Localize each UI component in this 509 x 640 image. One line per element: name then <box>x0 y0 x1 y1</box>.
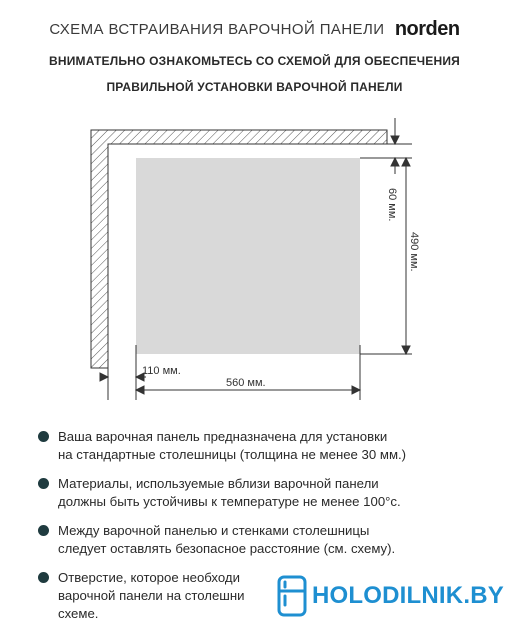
watermark <box>266 571 506 621</box>
dim-side-gap-label: 110 мм. <box>142 365 181 377</box>
note-text: схеме. <box>58 606 99 621</box>
subtitle-line-2: ПРАВИЛЬНОЙ УСТАНОВКИ ВАРОЧНОЙ ПАНЕЛИ <box>106 80 403 94</box>
subtitle-line-1: ВНИМАТЕЛЬНО ОЗНАКОМЬТЕСЬ СО СХЕМОЙ ДЛЯ ОБЕСПЕЧЕНИЯ <box>48 54 461 68</box>
bullet-icon <box>38 431 49 442</box>
note-text: следует оставлять безопасное расстояние (см. схему). <box>58 541 396 556</box>
note-text: должны быть устойчивы к температуре не менее 100°с. <box>58 494 401 509</box>
bullet-icon <box>38 525 49 536</box>
dim-60-arrows <box>391 118 399 174</box>
note-text: Между варочной панелью и стенками столешницы <box>58 523 370 538</box>
list-item <box>34 475 494 511</box>
watermark-text: HOLODILNIK.BY <box>312 582 504 609</box>
dim-width-label: 560 мм. <box>226 377 266 389</box>
list-item <box>34 428 494 464</box>
note-text: Ваша варочная панель предназначена для установки <box>58 429 388 444</box>
brand-logo-text: norden <box>394 18 460 40</box>
note-text: варочной панели на столешни <box>58 588 245 603</box>
dim-depth-label: 490 мм. <box>408 232 420 272</box>
dim-depth-gap-label: 60 мм. <box>386 188 398 222</box>
note-text: Материалы, используемые вблизи варочной панели <box>58 476 379 491</box>
page-title: СХЕМА ВСТРАИВАНИЯ ВАРОЧНОЙ ПАНЕЛИ <box>49 21 385 38</box>
fridge-icon <box>276 575 308 617</box>
bullet-icon <box>38 572 49 583</box>
hob-panel <box>136 158 360 354</box>
list-item <box>34 522 494 558</box>
bullet-icon <box>38 478 49 489</box>
note-text: на стандартные столешницы (толщина не менее 30 мм.) <box>58 447 407 462</box>
dim-110-arrows <box>100 373 146 381</box>
note-text: Отверстие, которое необходи <box>58 570 240 585</box>
